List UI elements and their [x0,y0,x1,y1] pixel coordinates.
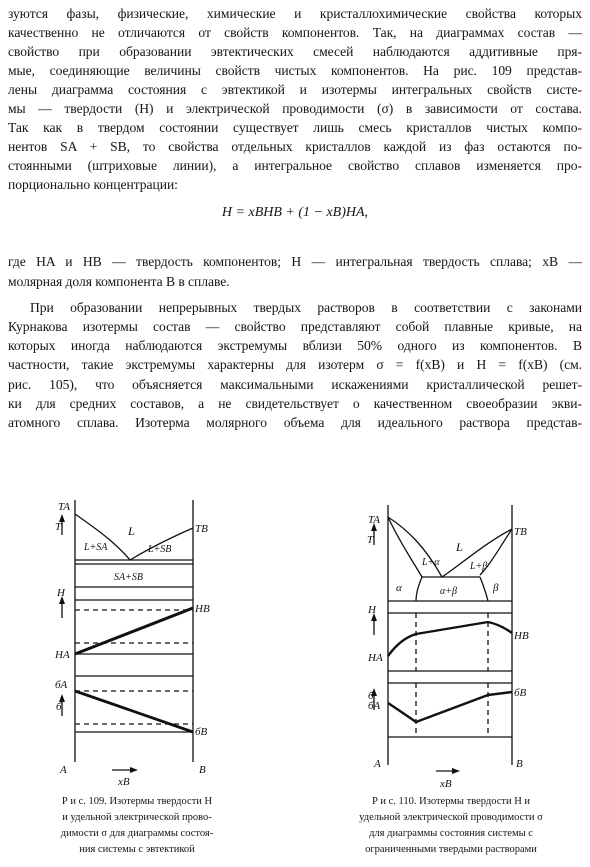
label-beta: β [493,582,499,594]
label-B: B [199,764,206,776]
label-HB: HB [514,630,529,642]
text-line: ки для средних составов, а не свидетельствует о качественном своеобразии экви- [8,396,582,411]
figure-109-caption [18,794,256,858]
label-L-SB: L+SB [148,544,172,555]
label-alpha-beta: α+β [440,586,457,597]
caption-line: и удельной электрической прово- [62,812,212,823]
text-line: молярная доля компонента B в сплаве. [8,274,230,289]
label-sigmaA: бA [368,700,381,712]
formula: H = xBHB + (1 − xB)HA, [221,205,369,220]
text-line: лены диаграмма состояния с эвтектикой и изотермы интегральных свойств систе- [8,82,582,97]
label-sigmaA: бA [55,679,68,691]
label-TB: TB [195,523,208,535]
label-H: H [57,587,65,599]
label-T: T [55,521,62,533]
caption-line: удельной электрической проводимости σ [359,812,543,823]
text-line: Так как в твердом состоянии существует лишь смесь кристаллов чистых компо- [8,120,582,135]
label-HA: HA [368,652,383,664]
caption-line: димости σ для диаграммы состоя- [60,828,214,839]
text-line: которых иногда наблюдаются экстремумы вблизи 50% одного из компонентов. В [8,338,582,353]
text-line: зуются фазы, физические, химические и кристаллохимические свойства которых [8,6,582,21]
label-T: T [367,534,374,546]
figure-109-diagram [0,480,260,790]
label-sigmaB: бB [195,726,208,738]
text-line: качественно не отличаются от свойств компонентов. Так, на диаграммах состав — [8,25,582,40]
label-HB: HB [195,603,210,615]
label-xB: xB [440,778,452,790]
figure-109 [0,480,260,790]
figure-110 [330,485,590,795]
label-xB: xB [118,776,130,788]
text-line: мые, соединяющие величины свойств чистых компонентов. На рис. 109 представ- [8,63,582,78]
text-line: мы — твердости (H) и электрической проводимости (σ) в зависимости от состава. [8,101,582,116]
text-line: нентов SA + SB, то свойства отдельных кристаллов каждой из фаз остаются по- [8,139,582,154]
caption-line: ограниченными твердыми растворами [365,844,537,855]
caption-line: Р и с. 110. Изотермы твердости H и [371,796,531,807]
text-line: рис. 105), что объясняется максимальными искажениями кристаллической решет- [8,377,582,392]
label-L: L [456,540,463,554]
caption-line: Р и с. 109. Изотермы твердости H [61,796,213,807]
label-sigma: б [368,690,374,702]
label-B: B [516,758,523,770]
label-A: A [374,758,381,770]
text-line: стоянными (штриховые линии), а интегральное свойство сплавов изменяется про- [8,158,582,173]
label-TB: TB [514,526,527,538]
label-sigma: б [56,701,62,713]
caption-line: для диаграммы состояния системы с [369,828,533,839]
label-L-beta: L+β [470,561,488,572]
text-line: свойство при образовании эвтектических смесей наблюдаются аддитивные пря- [8,44,582,59]
label-L-alpha: L+α [422,557,440,568]
label-TA: TA [368,514,381,526]
label-L: L [128,524,135,538]
text-line: частности, такие экстремумы характерны для изотерм σ = f(xB) и H = f(xB) (см. [8,357,582,372]
text-line: При образовании непрерывных твердых растворов в соответствии с законами [30,300,582,315]
text-line: где HA и HB — твердость компонентов; H — интегральная твердость сплава; xB — [8,254,582,269]
text-line: Курнакова изотермы состав — свойство представляют собой плавные кривые, на [8,319,582,334]
label-alpha: α [396,582,402,594]
text-line: порционально концентрации: [8,177,178,192]
label-TA: TA [58,501,71,513]
label-SA-SB: SA+SB [114,572,143,583]
figure-110-diagram [330,485,590,795]
text-line: атомного сплава. Изотерма молярного объема для идеального раствора представ- [8,415,582,430]
caption-line: ния системы с эвтектикой [79,844,195,855]
figure-110-caption [316,794,586,858]
label-L-SA: L+SA [84,542,108,553]
label-H: H [368,604,376,616]
label-A: A [60,764,67,776]
label-HA: HA [55,649,70,661]
label-sigmaB: бB [514,687,527,699]
